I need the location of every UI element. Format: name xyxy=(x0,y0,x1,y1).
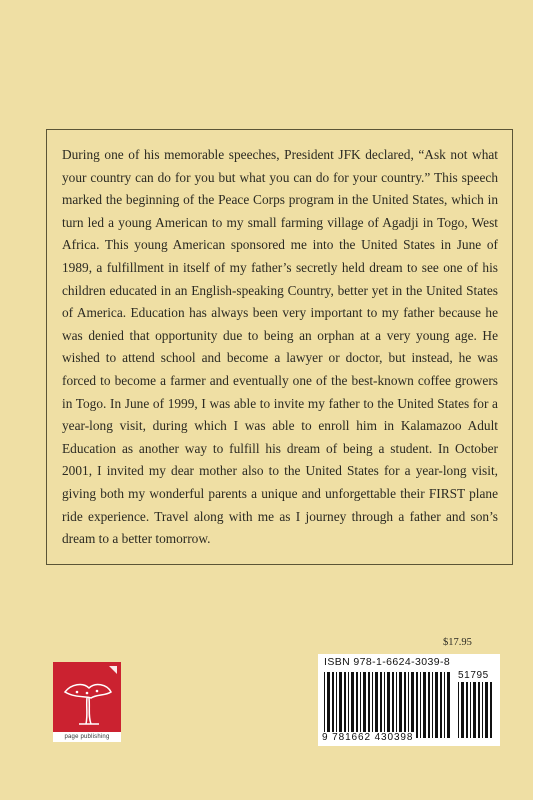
isbn-number: ISBN 978-1-6624-3039-8 xyxy=(324,656,451,668)
barcode-bar xyxy=(420,672,421,738)
barcode-bar xyxy=(375,672,378,738)
back-cover-blurb: During one of his memorable speeches, President JFK declared, “Ask not what your country can do for you but what you can do for your country.” This speech marked the beginning of the Peace Corps program in the United States, which in turn led a young American to my small farming village of Agadji in Togo, West Africa. This young American sponsored me into the United States in June of 1989, a fulfillment in itself of my father’s secretly held dream to see one of his children educated in an English-speaking Country, better yet in the United States of America. Education has always been very important to my father because he was denied that opportunity due to being an orphan at a very young age. He wished to attend school and become a lawyer or doctor, but instead, he was forced to become a farmer and eventually one of the best-known coffee growers in Togo. In June of 1999, I was able to invite my father to the United States for a year-long visit, during which I was able to enroll him in Kalamazoo Adult Education as another way to fulfill his dream of being a student. In October 2001, I invited my dear mother also to the United States for a year-long visit, giving both my wonderful parents a unique and unforgettable their FIRST plane ride experience. Travel along with me as I journey through a father and son’s dream to a better tomorrow. xyxy=(62,147,498,547)
barcode-bar xyxy=(324,672,325,738)
barcode-bar xyxy=(408,672,409,738)
barcode-bar xyxy=(380,672,382,738)
publisher-logo xyxy=(53,662,121,742)
barcode-bar xyxy=(482,682,483,738)
barcode-bar xyxy=(327,672,330,738)
ean-digits: 9 781662 430398 xyxy=(322,732,414,743)
barcode-bar xyxy=(387,672,390,738)
barcode-bar xyxy=(428,672,430,738)
barcode-bar xyxy=(360,672,361,738)
barcode-bar xyxy=(423,672,426,738)
barcode-bar xyxy=(363,672,366,738)
barcode-bar xyxy=(485,682,488,738)
barcode-bar xyxy=(348,672,349,738)
barcode-bar xyxy=(461,682,464,738)
barcode-bar xyxy=(344,672,346,738)
barcode-bar xyxy=(392,672,394,738)
barcode-bar xyxy=(372,672,373,738)
barcode-bar xyxy=(336,672,337,738)
barcode-bar xyxy=(416,672,418,738)
barcode-bar xyxy=(466,682,468,738)
barcode-bar xyxy=(473,682,476,738)
publisher-logo-icon xyxy=(53,662,121,732)
barcode-bar xyxy=(411,672,414,738)
barcode-bar xyxy=(470,682,471,738)
barcode-bar xyxy=(404,672,406,738)
barcode-bar xyxy=(490,682,492,738)
barcode-bar xyxy=(396,672,397,738)
price-label: $17.95 xyxy=(443,637,472,648)
blurb-box xyxy=(46,129,513,565)
barcode-bar xyxy=(435,672,438,738)
barcode-bar xyxy=(384,672,385,738)
barcode-bar xyxy=(351,672,354,738)
barcode-bar xyxy=(332,672,334,738)
barcode-bar xyxy=(368,672,370,738)
barcode-bar xyxy=(444,672,445,738)
barcode-bar xyxy=(432,672,433,738)
publisher-name: page publishing xyxy=(53,732,121,742)
barcode-bars xyxy=(324,672,450,738)
isbn-barcode xyxy=(318,654,500,746)
barcode-bar xyxy=(399,672,402,738)
barcode-bar xyxy=(458,682,459,738)
barcode-bar xyxy=(447,672,450,738)
barcode-bar xyxy=(440,672,442,738)
barcode-bar xyxy=(478,682,480,738)
barcode-bar xyxy=(339,672,342,738)
addon-barcode-bars xyxy=(458,682,494,738)
barcode-bar xyxy=(356,672,358,738)
price-code: 51795 xyxy=(458,670,489,681)
